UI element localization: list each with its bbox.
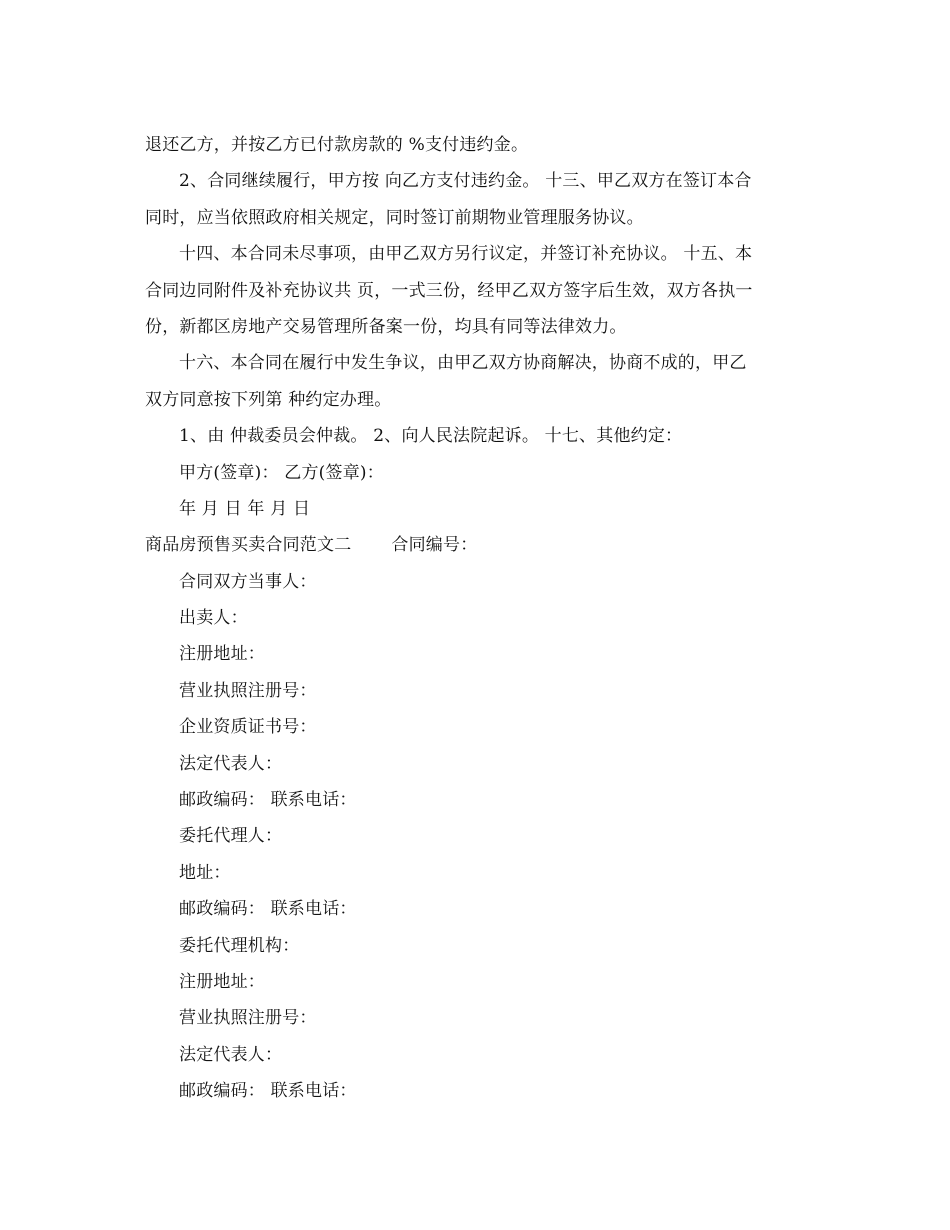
paragraph-line: 1、由 仲裁委员会仲裁。 2、向人民法院起诉。 十七、其他约定：: [179, 426, 683, 447]
field-line: 邮政编码： 联系电话：: [179, 1081, 357, 1102]
second-contract-title: 商品房预售买卖合同范文二: [145, 535, 352, 556]
field-line: 合同双方当事人：: [179, 571, 317, 592]
field-line: 委托代理机构：: [179, 935, 300, 956]
field-line: 营业执照注册号：: [179, 680, 317, 701]
paragraph-line: 2、合同继续履行，甲方按 向乙方支付违约金。 十三、甲乙双方在签订本合: [179, 171, 752, 192]
paragraph-line: 同时，应当依照政府相关规定，同时签订前期物业管理服务协议。: [145, 207, 644, 228]
contract-number-label: 合同编号：: [391, 535, 478, 556]
signature-line: 甲方(签章)： 乙方(签章)：: [179, 462, 384, 483]
paragraph-line: 退还乙方，并按乙方已付款房款的 %支付违约金。: [145, 135, 529, 155]
field-line: 委托代理人：: [179, 826, 283, 847]
field-line: 出卖人：: [179, 608, 248, 629]
paragraph-line: 十六、本合同在履行中发生争议，由甲乙双方协商解决，协商不成的，甲乙: [179, 353, 747, 374]
field-line: 营业执照注册号：: [179, 1008, 317, 1029]
paragraph-line: 合同边同附件及补充协议共 页，一式三份，经甲乙双方签字后生效，双方各执一: [145, 280, 753, 301]
paragraph-line: 双方同意按下列第 种约定办理。: [145, 389, 392, 410]
document-body: [145, 127, 805, 1110]
field-line: 法定代表人：: [179, 753, 283, 774]
field-line: 注册地址：: [179, 971, 265, 992]
paragraph-line: 份，新都区房地产交易管理所备案一份，均具有同等法律效力。: [145, 316, 627, 337]
second-contract-heading: [145, 527, 805, 563]
field-line: 邮政编码： 联系电话：: [179, 790, 357, 811]
field-line: 法定代表人：: [179, 1044, 283, 1065]
field-line: 邮政编码： 联系电话：: [179, 899, 357, 920]
paragraph-line: 十四、本合同未尽事项，由甲乙双方另行议定，并签订补充协议。 十五、本: [179, 244, 753, 265]
field-line: 企业资质证书号：: [179, 717, 317, 738]
field-line: 地址：: [179, 862, 231, 883]
date-line: 年 月 日 年 月 日: [179, 498, 311, 519]
field-line: 注册地址：: [179, 644, 265, 665]
